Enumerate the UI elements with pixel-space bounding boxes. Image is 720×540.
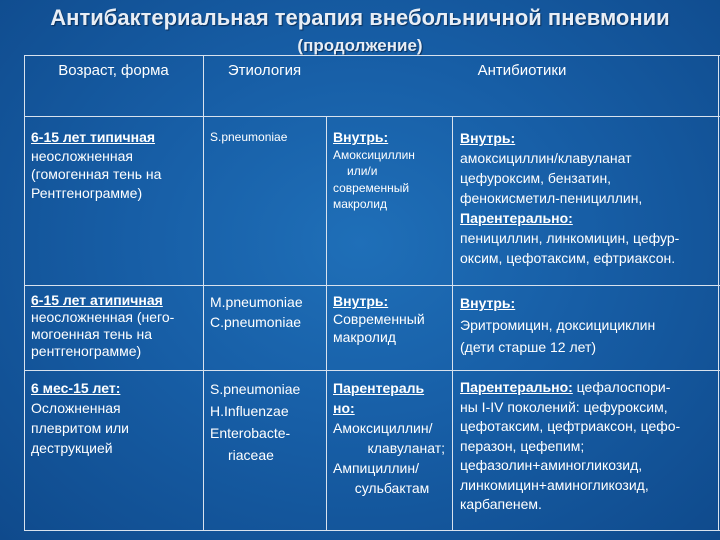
grid-header-line [24,116,720,117]
row2-ab-title: Внутрь: [460,295,516,311]
row1-ab-line: амоксициллин/клавуланат [460,150,632,166]
row3-etiology-cell [210,378,326,466]
row3-ab-first-rest: цефалоспори- [572,379,671,395]
row1-oral-title: Внутрь: [333,129,389,145]
row1-age-title: 6-15 лет типичная [31,129,156,145]
row2-oral-line: макролид [333,329,396,345]
row2-age-line: могоенная тень на [31,326,152,342]
slide-title: Антибактериальная терапия внебольничной пневмонии [50,5,670,30]
row3-age-cell [31,378,203,458]
row1-age-line: неосложненная [31,147,133,164]
row1-oral-line: Амоксициллин [333,147,415,162]
header-age: Возраст, форма [58,62,169,79]
row1-etiology-cell [210,129,326,146]
row3-ab-line: линкомицин+аминогликозид, [460,476,649,493]
row2-etiology-cell [210,292,326,332]
row3-antibiotics-cell [460,378,718,515]
row1-oral-cell [333,128,451,213]
row3-etiology-line: H.Influenzae [210,403,289,419]
row2-antibiotics-cell [460,292,718,358]
row3-oral-line: клавуланат; [367,440,445,456]
slide-subtitle: (продолжение) [297,36,423,55]
row3-age-line: деструкцией [31,440,113,456]
row3-ab-line: перазон, цефепим; [460,437,585,454]
row2-ab-line: Эритромицин, доксицициклин [460,317,656,333]
row3-oral-title: Парентераль [333,380,425,396]
row3-ab-line: ны I-IV поколений: цефуроксим, [460,398,668,415]
row2-age-line: неосложненная (него- [31,309,175,325]
row3-ab-line: цефазолин+аминогликозид, [460,457,643,473]
row3-age-title: 6 мес-15 лет: [31,380,121,396]
grid-row2-line [24,370,720,371]
row3-oral-title: но: [333,400,355,416]
row2-age-title: 6-15 лет атипичная [31,292,163,308]
row3-ab-line: цефотаксим, цефтриаксон, цефо- [460,418,681,434]
row2-oral-cell [333,292,451,346]
row1-ab-title2: Парентерально: [460,210,573,226]
row1-oral-line: современный [333,180,410,195]
row3-oral-line: Амоксициллин/ [333,420,433,436]
row1-oral-line: или/и [347,164,378,178]
row3-age-line: Осложненная [31,400,121,416]
row1-ab-line2: оксим, цефотаксим, ефтриаксон. [460,250,676,266]
row2-oral-line: Современный [333,311,425,327]
grid-col3-line [452,116,453,531]
row2-age-line: рентгенограмме) [31,343,142,359]
row3-oral-line: сульбактам [354,480,430,496]
row3-ab-title: Парентерально: [460,379,573,395]
row3-age-line: плевритом или [31,420,129,436]
header-etiology: Этиология [227,62,302,79]
grid-right-line [718,55,719,531]
row1-ab-line: цефуроксим, бензатин, [460,170,612,186]
row1-age-line: (гомогенная тень на [31,166,162,182]
row2-etiology-line: C.pneumoniae [210,314,302,330]
row1-ab-line: фенокисметил-пенициллин, [460,190,643,206]
grid-left-line [24,55,25,531]
row1-age-cell [31,128,203,202]
header-antibiotics: Антибиотики [477,62,567,79]
grid-bottom-line [24,530,720,531]
row2-oral-title: Внутрь: [333,293,389,309]
row1-ab-line2: пенициллин, линкомицин, цефур- [460,230,680,246]
row3-etiology-line: S.pneumoniae [210,381,301,397]
row1-etiology-line: S.pneumoniae [210,130,288,144]
row1-age-line: Рентгенограмме) [31,184,143,201]
row3-etiology-line: riaceae [228,447,274,463]
row2-age-cell [31,292,203,360]
row2-ab-line: (дети старше 12 лет) [460,339,597,355]
row1-ab-title: Внутрь: [460,130,516,146]
grid-col2-line [326,116,327,531]
row1-oral-line: макролид [333,197,387,211]
grid-row1-line [24,285,720,286]
row3-oral-cell [333,378,451,498]
row3-ab-line: карбапенем. [460,496,542,512]
grid-col1-line [203,55,204,531]
row3-etiology-line: Enterobacte- [210,425,291,441]
row2-etiology-line: M.pneumoniae [210,294,303,310]
row1-antibiotics-cell [460,128,718,268]
row3-oral-line: Ампициллин/ [333,460,419,476]
